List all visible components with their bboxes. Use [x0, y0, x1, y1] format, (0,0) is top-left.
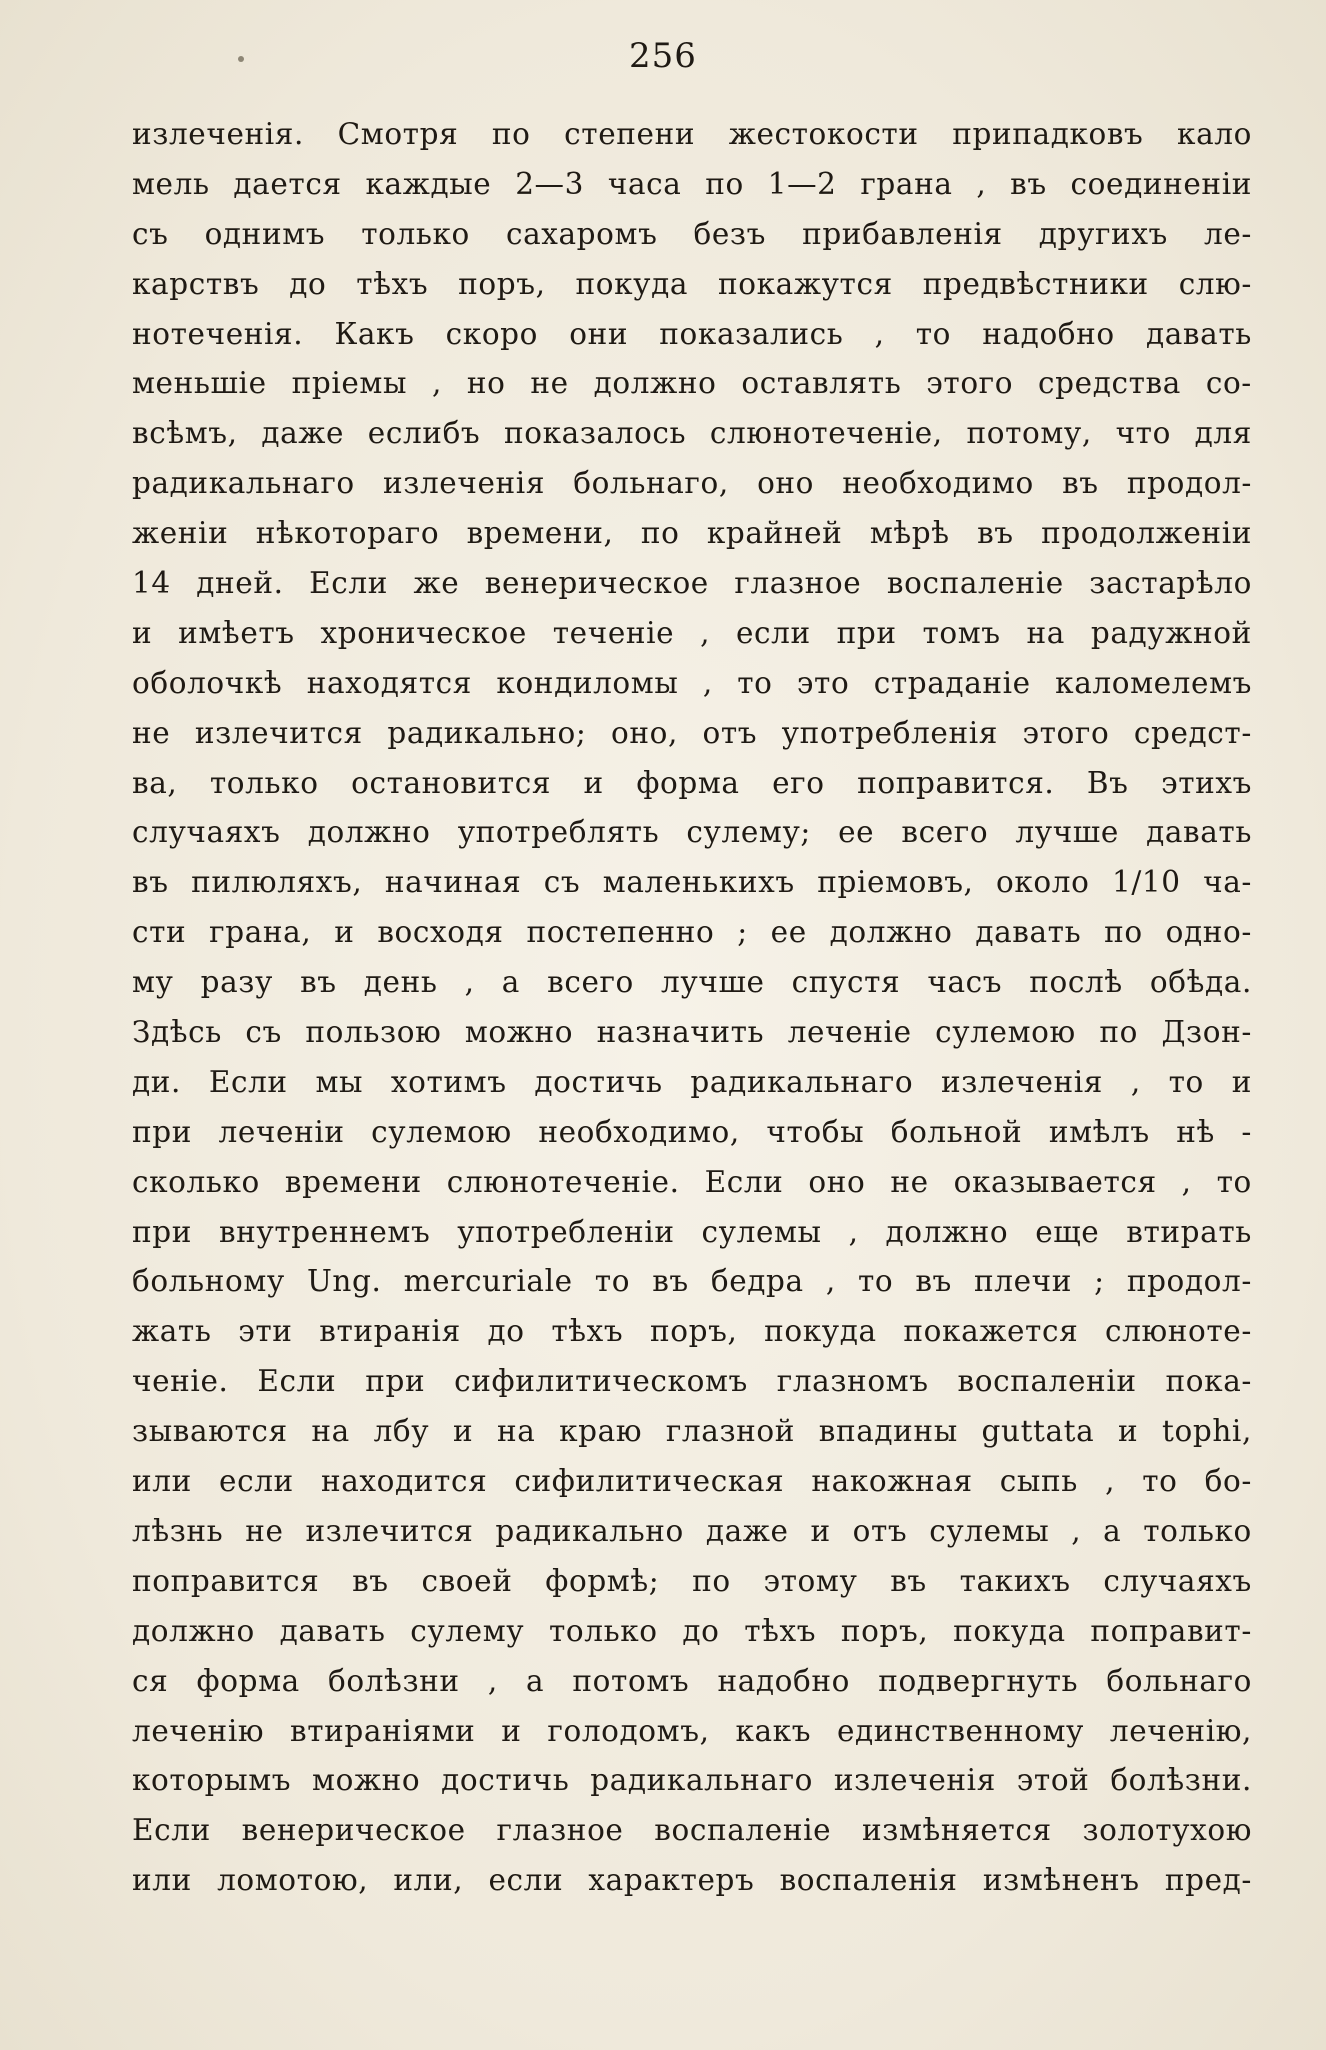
- text-line: леченію втираніями и голодомъ, какъ единственному леченію,: [132, 1713, 1252, 1748]
- text-line: жать эти втиранія до тѣхъ поръ, покуда покажется слюноте-: [132, 1314, 1252, 1349]
- text-line: и имѣетъ хроническое теченіе , если при томъ на радужной: [132, 615, 1252, 650]
- text-line: ди. Если мы хотимъ достичь радикальнаго излеченія , то и: [132, 1064, 1252, 1099]
- text-line: му разу въ день , а всего лучше спустя часъ послѣ обѣда.: [132, 965, 1252, 1000]
- text-line: лѣзнь не излечится радикально даже и отъ сулемы , а только: [132, 1513, 1252, 1548]
- text-line: должно давать сулему только до тѣхъ поръ, покуда поправит-: [132, 1613, 1252, 1648]
- text-line: поправится въ своей формѣ; по этому въ такихъ случаяхъ: [132, 1563, 1252, 1598]
- page-number: 256: [629, 36, 697, 76]
- text-line: сколько времени слюнотеченіе. Если оно не оказывается , то: [132, 1164, 1252, 1199]
- text-line: зываются на лбу и на краю глазной впадины guttata и tophi,: [132, 1414, 1252, 1449]
- text-line: карствъ до тѣхъ поръ, покуда покажутся предвѣстники слю-: [132, 266, 1252, 301]
- text-line: больному Ung. mercuriale то въ бедра , то въ плечи ; продол-: [132, 1264, 1252, 1299]
- text-line: меньшіе пріемы , но не должно оставлять этого средства со-: [132, 366, 1252, 401]
- text-line: женіи нѣкотораго времени, по крайней мѣрѣ въ продолженіи: [132, 516, 1252, 551]
- text-line: случаяхъ должно употреблять сулему; ее всего лучше давать: [132, 815, 1252, 850]
- text-line: въ пилюляхъ, начиная съ маленькихъ пріемовъ, около 1/10 ча-: [132, 865, 1252, 900]
- text-line: или если находится сифилитическая накожная сыпь , то бо-: [132, 1464, 1252, 1499]
- text-line: ва, только остановится и форма его поправится. Въ этихъ: [132, 765, 1252, 800]
- text-line: Если венерическое глазное воспаленіе измѣняется золотухою: [132, 1813, 1252, 1848]
- text-line: излеченія. Смотря по степени жестокости припадковъ кало: [132, 117, 1252, 151]
- text-line: или ломотою, или, если характеръ воспаленія измѣненъ пред-: [132, 1863, 1252, 1898]
- text-line: съ однимъ только сахаромъ безъ прибавленія другихъ ле-: [132, 216, 1252, 251]
- text-line: радикальнаго излеченія больнаго, оно необходимо въ продол-: [132, 466, 1252, 501]
- text-line: мель дается каждые 2—3 часа по 1—2 грана , въ соединеніи: [132, 166, 1252, 201]
- text-line: Здѣсь съ пользою можно назначить леченіе сулемою по Дзон-: [132, 1015, 1252, 1050]
- text-line: при леченіи сулемою необходимо, чтобы больной имѣлъ нѣ -: [132, 1114, 1252, 1149]
- text-line: оболочкѣ находятся кондиломы , то это страданіе каломелемъ: [132, 665, 1252, 700]
- text-line: ченіе. Если при сифилитическомъ глазномъ воспаленіи пока-: [132, 1364, 1252, 1399]
- text-line: не излечится радикально; оно, отъ употребленія этого средст-: [132, 715, 1252, 750]
- body-text: [132, 110, 1252, 1906]
- text-line: ся форма болѣзни , а потомъ надобно подвергнуть больнаго: [132, 1663, 1252, 1698]
- text-line: сти грана, и восходя постепенно ; ее должно давать по одно-: [132, 915, 1252, 950]
- text-line: при внутреннемъ употребленіи сулемы , должно еще втирать: [132, 1214, 1252, 1249]
- text-line: 14 дней. Если же венерическое глазное воспаленіе застарѣло: [132, 566, 1252, 601]
- text-line: нотеченія. Какъ скоро они показались , то надобно давать: [132, 316, 1252, 351]
- text-line: которымъ можно достичь радикальнаго излеченія этой болѣзни.: [132, 1763, 1252, 1798]
- text-line: всѣмъ, даже еслибъ показалось слюнотеченіе, потому, что для: [132, 416, 1252, 451]
